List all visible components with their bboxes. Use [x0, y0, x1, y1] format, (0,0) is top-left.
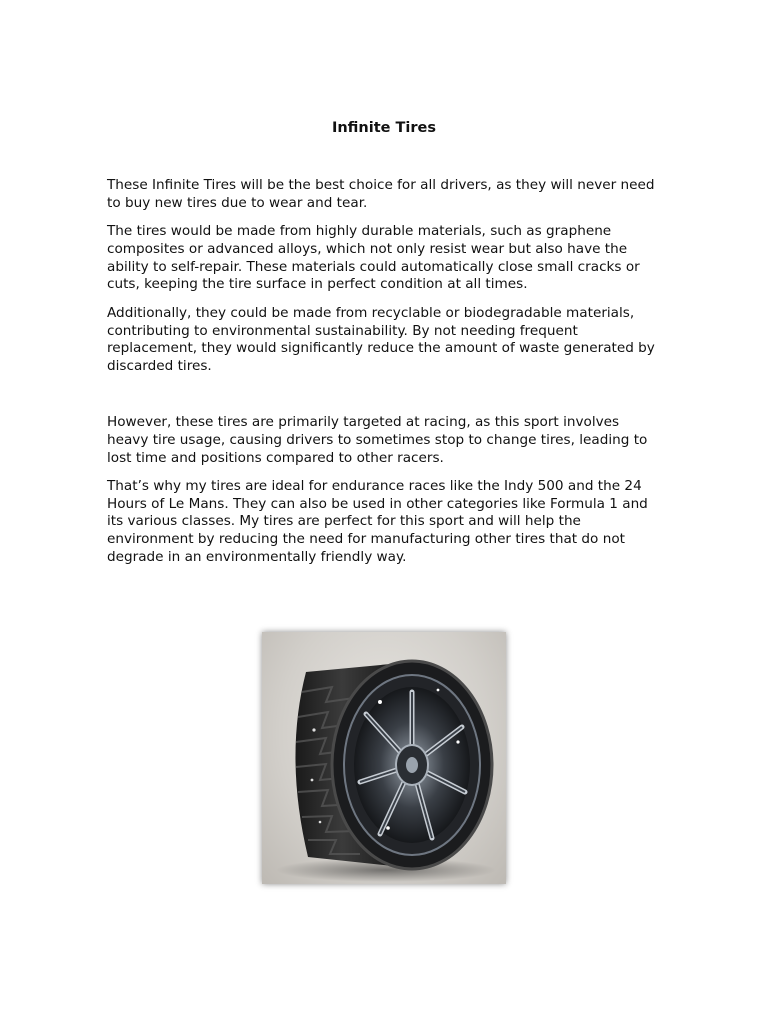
paragraph-5: That’s why my tires are ideal for endurance races like the Indy 500 and the 24 Hours of Le Mans. They can also be used in other categories like Formula 1 and its various classes. My tires are perfect for this sport and will help the environment by reducing the need for manufacturing other tires that do not degrade in an environmentally friendly way.: [107, 477, 648, 566]
paragraph-2: The tires would be made from highly durable materials, such as graphene composites or advanced alloys, which not only resist wear but also have the ability to self-repair. These materials could automatically close small cracks or cuts, keeping the tire surface in perfect condition at all times.: [107, 223, 640, 293]
paragraph-1: These Infinite Tires will be the best choice for all drivers, as they will never need to buy new tires due to wear and tear.: [107, 177, 655, 211]
paragraph-4: However, these tires are primarily targeted at racing, as this sport involves heavy tire usage, causing drivers to sometimes stop to change tires, leading to lost time and positions compared to other racers.: [107, 414, 648, 466]
document-title: Infinite Tires: [331, 120, 437, 136]
tire-image: [262, 632, 506, 884]
tire-illustration-icon: [262, 632, 506, 884]
paragraph-3: Additionally, they could be made from recyclable or biodegradable materials, contributing to environmental sustainability. By not needing frequent replacement, they would significantly reduce the amount of waste generated by discarded tires.: [107, 304, 655, 375]
text-block-racing: [107, 414, 663, 577]
text-block-intro: [107, 177, 663, 386]
